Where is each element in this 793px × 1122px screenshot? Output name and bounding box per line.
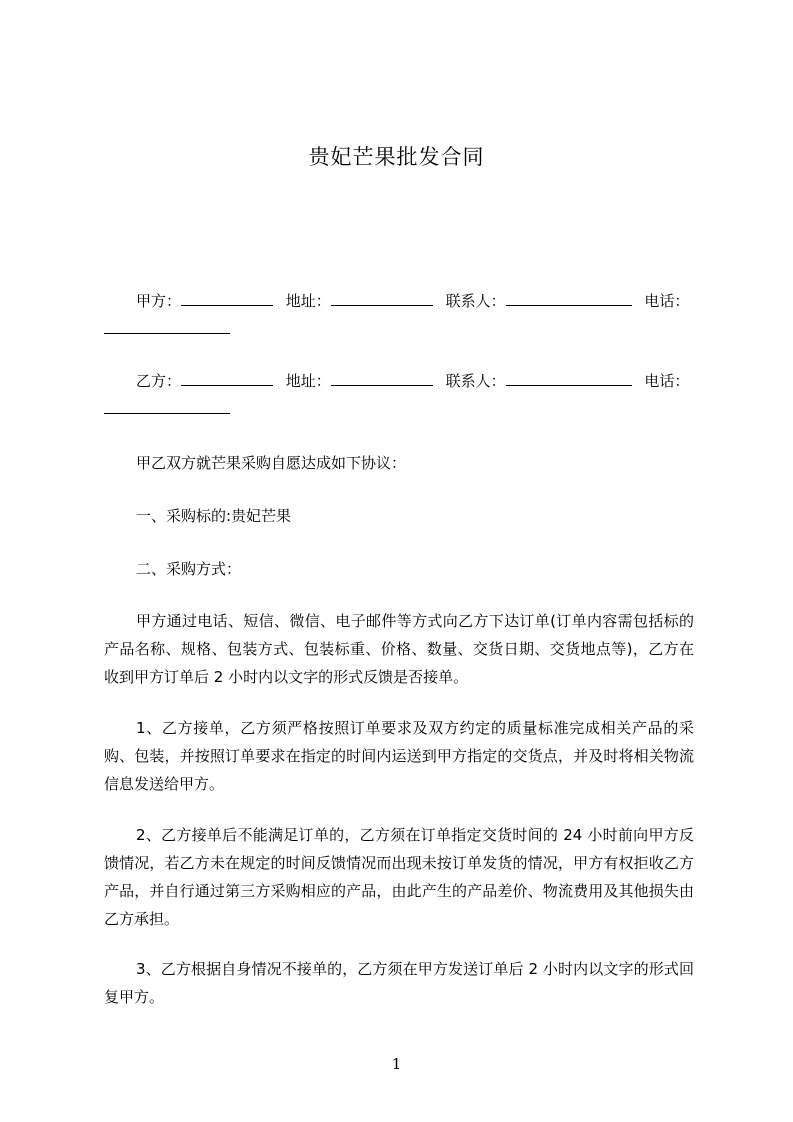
clause-2-paragraph: 2、乙方接单后不能满足订单的，乙方须在订单指定交货时间的 24 小时前向甲方反馈情况，若乙方未在规定的时间反馈情况而出现未按订单发货的情况，甲方有权拒收乙方产品，并自行通过第三方采购相应的产品，由此产生的产品差价、物流费用及其他损失由乙方承担。: [104, 826, 694, 928]
clause-3-paragraph: 3、乙方根据自身情况不接单的，乙方须在甲方发送订单后 2 小时内以文字的形式回复甲方。: [104, 960, 694, 1006]
document-title: 贵妃芒果批发合同: [308, 145, 485, 169]
party-a-address-blank[interactable]: [331, 288, 433, 306]
party-a-address-label: 地址：: [285, 292, 331, 310]
party-b-line: [104, 367, 704, 423]
party-a-name-blank[interactable]: [181, 288, 273, 306]
party-a-contact-blank[interactable]: [506, 288, 632, 306]
party-b-label: 乙方：: [136, 372, 182, 390]
party-b-phone-blank[interactable]: [104, 396, 230, 414]
party-b-phone-label: 电话：: [644, 372, 690, 390]
page-number: 1: [391, 1055, 402, 1073]
party-b-contact-label: 联系人：: [445, 372, 506, 390]
party-a-phone-blank[interactable]: [104, 316, 230, 334]
clause-1-paragraph: 1、乙方接单，乙方须严格按照订单要求及双方约定的质量标准完成相关产品的采购、包装，并按照订单要求在指定的时间内运送到甲方指定的交货点，并及时将相关物流信息发送给甲方。: [104, 719, 694, 793]
party-a-phone-label: 电话：: [644, 292, 690, 310]
party-a-contact-label: 联系人：: [445, 292, 506, 310]
intro-paragraph: 甲乙双方就芒果采购自愿达成如下协议：: [136, 454, 407, 472]
party-b-contact-blank[interactable]: [506, 368, 632, 386]
section-2-heading: 二、采购方式：: [136, 560, 242, 578]
party-b-name-blank[interactable]: [181, 368, 273, 386]
party-b-address-blank[interactable]: [331, 368, 433, 386]
method-paragraph: 甲方通过电话、短信、微信、电子邮件等方式向乙方下达订单(订单内容需包括标的产品名称、规格、包装方式、包装标重、价格、数量、交货日期、交货地点等)，乙方在收到甲方订单后 2 小时内以文字的形式反馈是否接单。: [104, 612, 694, 686]
party-a-label: 甲方：: [136, 292, 182, 310]
party-a-line: [104, 287, 704, 343]
section-1-heading: 一、采购标的:贵妃芒果: [136, 507, 292, 525]
party-b-address-label: 地址：: [285, 372, 331, 390]
